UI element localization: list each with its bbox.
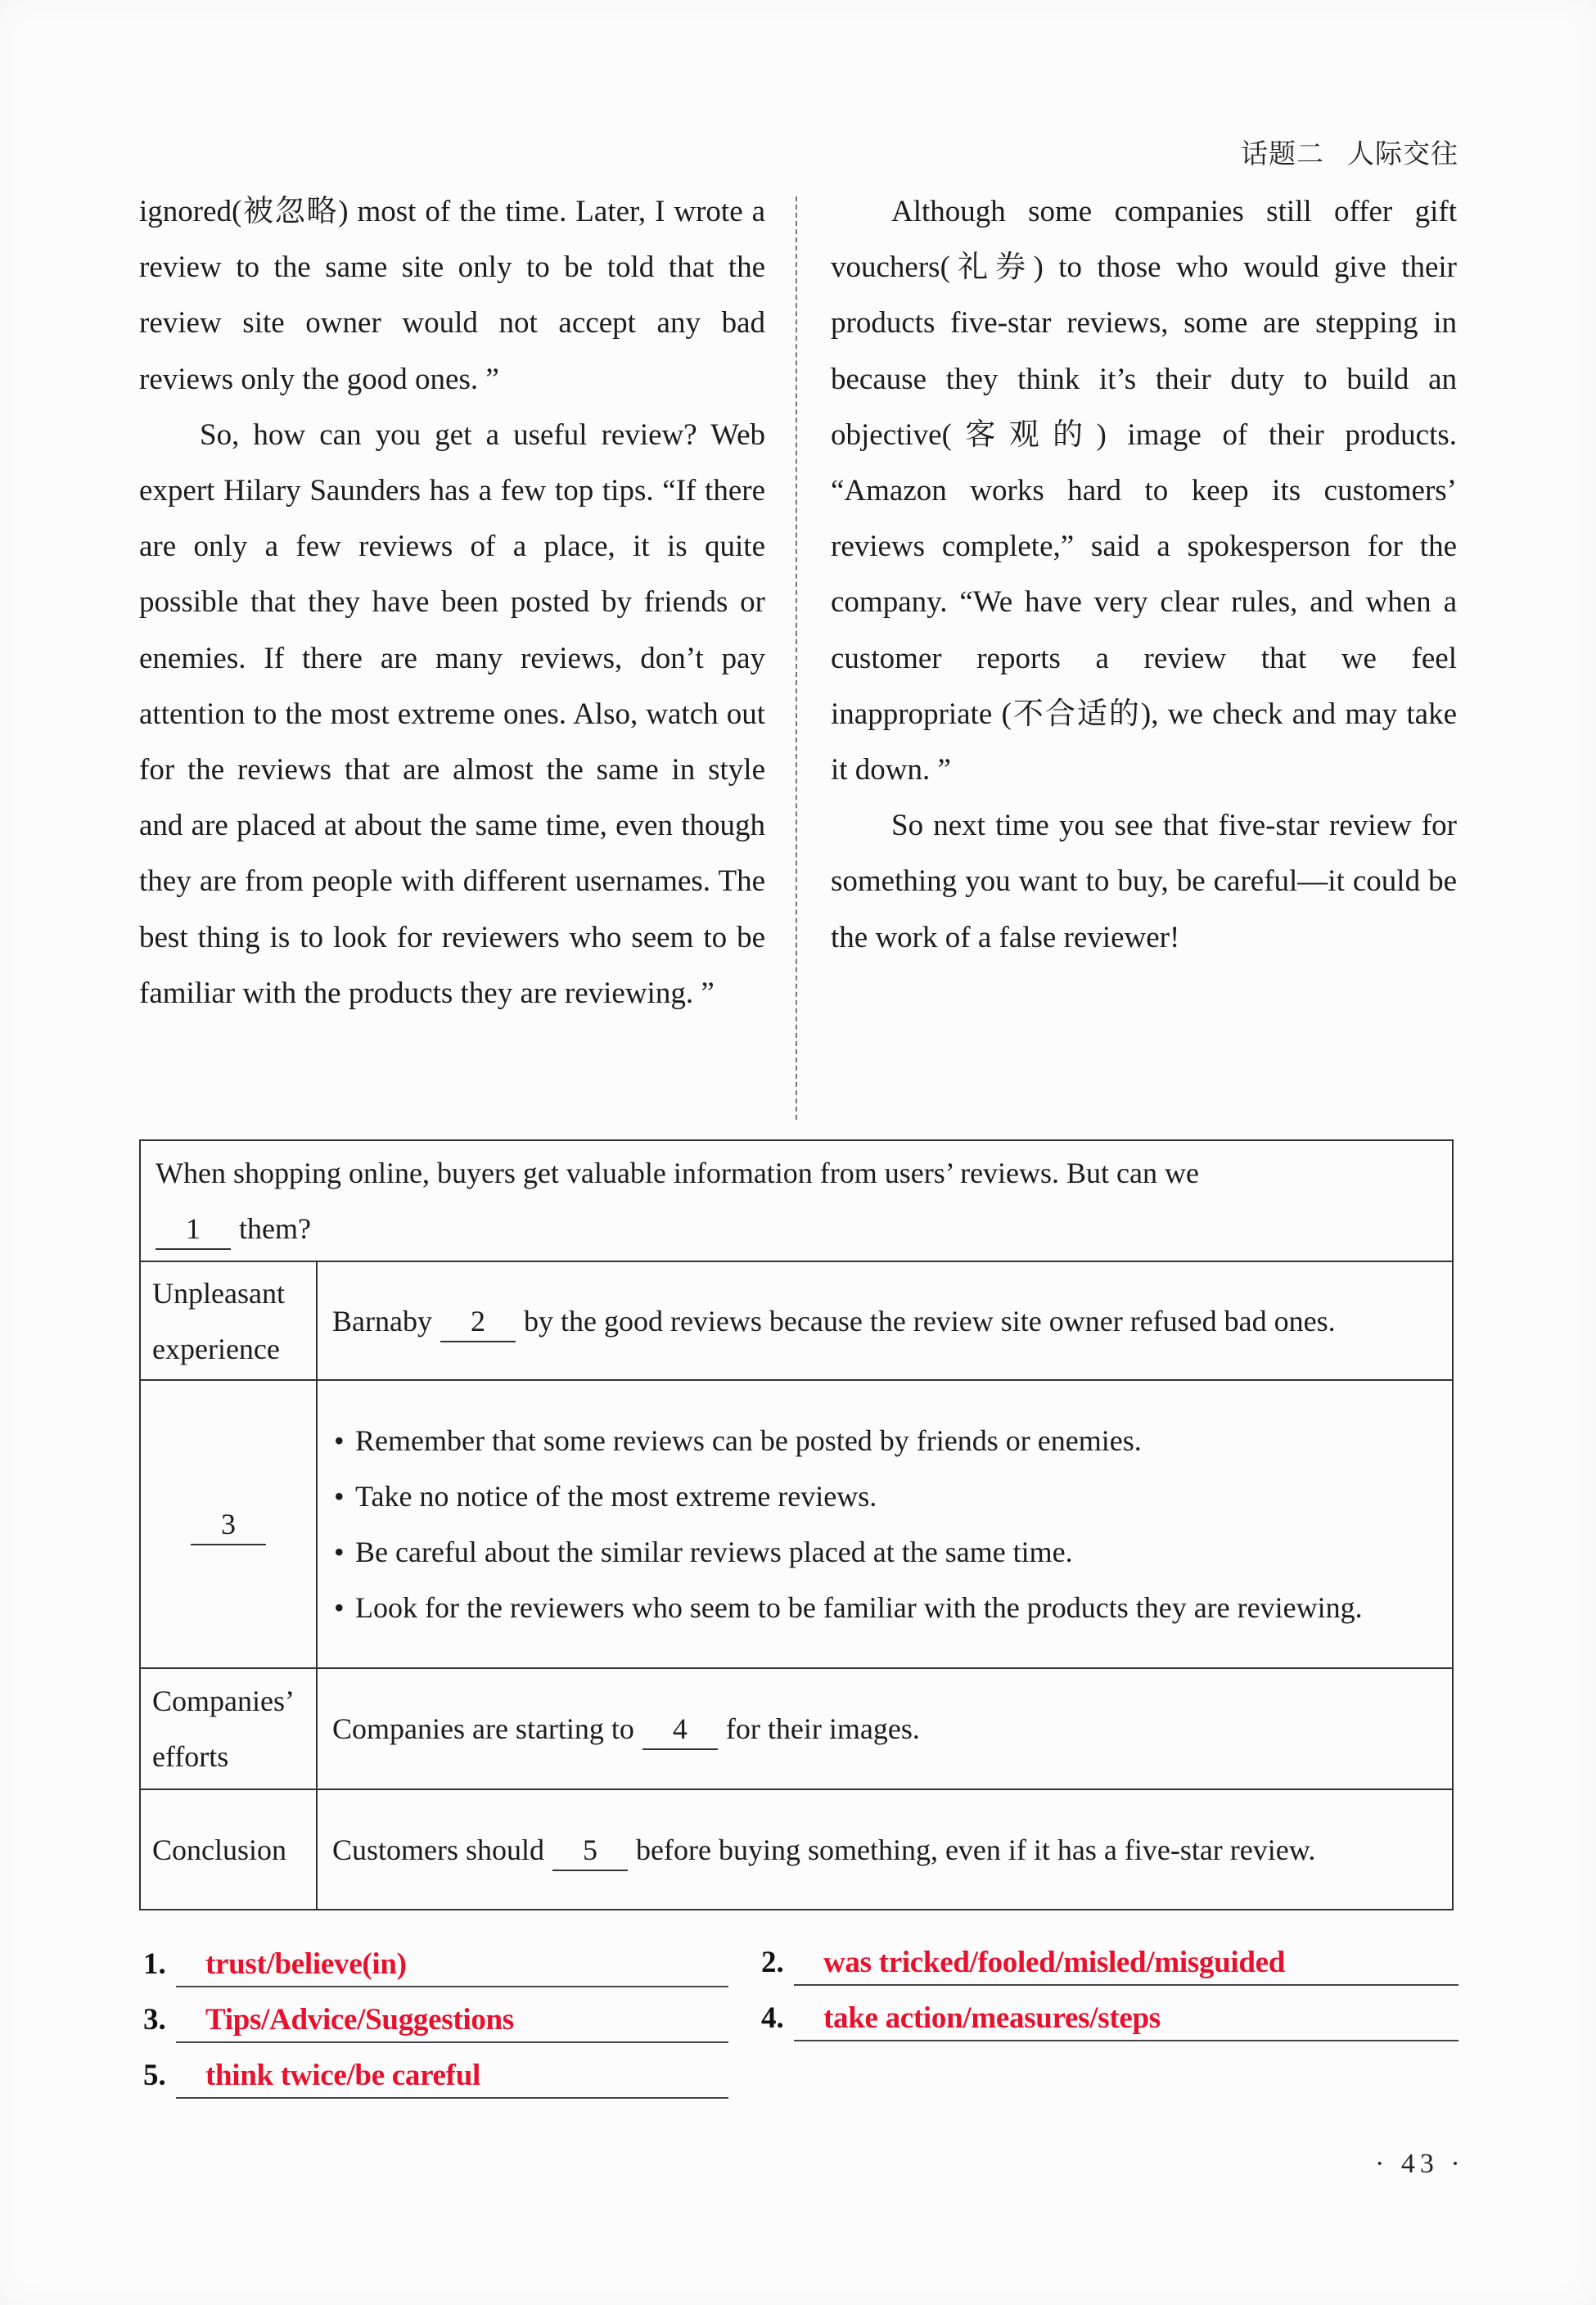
bullet-icon: • — [334, 1480, 345, 1513]
answer-item — [139, 1940, 728, 1989]
row-content — [317, 1261, 1453, 1380]
answer-text: trust/believe(in) — [176, 1940, 728, 1987]
row-content — [317, 1789, 1453, 1910]
row-content — [317, 1380, 1453, 1668]
row-label — [140, 1380, 317, 1668]
row-label: Companies’ efforts — [140, 1668, 317, 1789]
summary-table — [139, 1139, 1454, 1910]
row-label: Conclusion — [140, 1789, 317, 1910]
article-right-column — [831, 184, 1457, 966]
topic-label: 话题二 — [1241, 138, 1324, 169]
list-item: • Be careful about the similar reviews placed at the same time. — [334, 1524, 1444, 1580]
row-text: for their images. — [725, 1712, 920, 1745]
row-content — [317, 1668, 1453, 1789]
article-paragraph: Although some companies still offer gift vouchers(礼券) to those who would give their products five-star reviews, some are stepping in because they think it’s their duty to build an objective(客观的) image of their products. “Amazon works hard to keep its customers’ reviews complete,” said a spokesperson for the company. “We have very clear rules, and when a customer reports a review that we feel inappropriate (不合适的), we check and may take it down. ” — [831, 195, 1457, 787]
bullet-icon: • — [334, 1536, 345, 1568]
answer-item — [757, 1938, 1458, 1987]
bullet-icon: • — [334, 1424, 345, 1457]
table-row — [140, 1789, 1453, 1910]
row-text: by the good reviews because the review site owner refused bad ones. — [523, 1304, 1336, 1337]
page-number: · 43 · — [1375, 2149, 1465, 2179]
row-text: Barnaby — [332, 1304, 432, 1337]
row-text: before buying something, even if it has a five-star review. — [636, 1833, 1316, 1866]
answer-number: 3. — [143, 2003, 166, 2037]
answer-number: 4. — [761, 2001, 784, 2035]
table-row-intro — [140, 1140, 1453, 1261]
answer-number: 5. — [143, 2059, 166, 2092]
bullet-icon: • — [334, 1591, 345, 1624]
answer-item — [757, 1994, 1458, 2043]
list-item: • Take no notice of the most extreme reviews. — [334, 1468, 1444, 1524]
tips-list — [326, 1408, 1444, 1640]
subject-label: 人际交往 — [1347, 138, 1458, 169]
row-text: Customers should — [332, 1833, 545, 1866]
article-left-column — [139, 184, 765, 1022]
answer-number: 2. — [761, 1946, 784, 1979]
article-paragraph: ignored(被忽略) most of the time. Later, I wrote a review to the same site only to be told that the review site owner would not accept any bad reviews only the good ones. ” — [139, 195, 765, 396]
running-head — [1241, 133, 1458, 171]
blank-5[interactable]: 5 — [552, 1830, 628, 1871]
list-item: • Look for the reviewers who seem to be familiar with the products they are reviewing. — [334, 1580, 1444, 1635]
answer-text: think twice/be careful — [176, 2051, 728, 2099]
blank-3[interactable]: 3 — [191, 1504, 266, 1545]
blank-2[interactable]: 2 — [440, 1301, 516, 1342]
blank-1[interactable]: 1 — [156, 1209, 231, 1250]
article-paragraph: So, how can you get a useful review? Web expert Hilary Saunders has a few top tips. “If there are only a few reviews of a place, it is quite possible that they have been posted by friends or enemies. If there are many reviews, don’t pay attention to the most extreme ones. Also, watch out for the reviews that are almost the same in style and are placed at about the same time, even though they are from people with different usernames. The best thing is to look for reviewers who seem to be familiar with the products they are reviewing. ” — [139, 417, 765, 1010]
article-paragraph: So next time you see that five-star review for something you want to buy, be careful—it could be the work of a false reviewer! — [831, 809, 1457, 954]
intro-text-end: them? — [239, 1212, 311, 1245]
answer-text: take action/measures/steps — [794, 1994, 1458, 2041]
row-label: Unpleasant experience — [140, 1261, 317, 1380]
answer-item — [139, 2051, 728, 2100]
table-row — [140, 1261, 1453, 1380]
table-row — [140, 1380, 1453, 1668]
answer-number: 1. — [143, 1947, 166, 1981]
row-text: Companies are starting to — [332, 1712, 634, 1745]
column-divider — [796, 196, 797, 1120]
intro-cell — [140, 1140, 1453, 1261]
intro-text: When shopping online, buyers get valuable information from users’ reviews. But can we — [156, 1157, 1199, 1189]
list-item: • Remember that some reviews can be posted by friends or enemies. — [334, 1413, 1444, 1468]
answer-text: Tips/Advice/Suggestions — [176, 1996, 728, 2043]
answer-text: was tricked/fooled/misled/misguided — [794, 1938, 1458, 1986]
table-row — [140, 1668, 1453, 1789]
answer-item — [139, 1996, 728, 2045]
blank-4[interactable]: 4 — [642, 1709, 718, 1750]
